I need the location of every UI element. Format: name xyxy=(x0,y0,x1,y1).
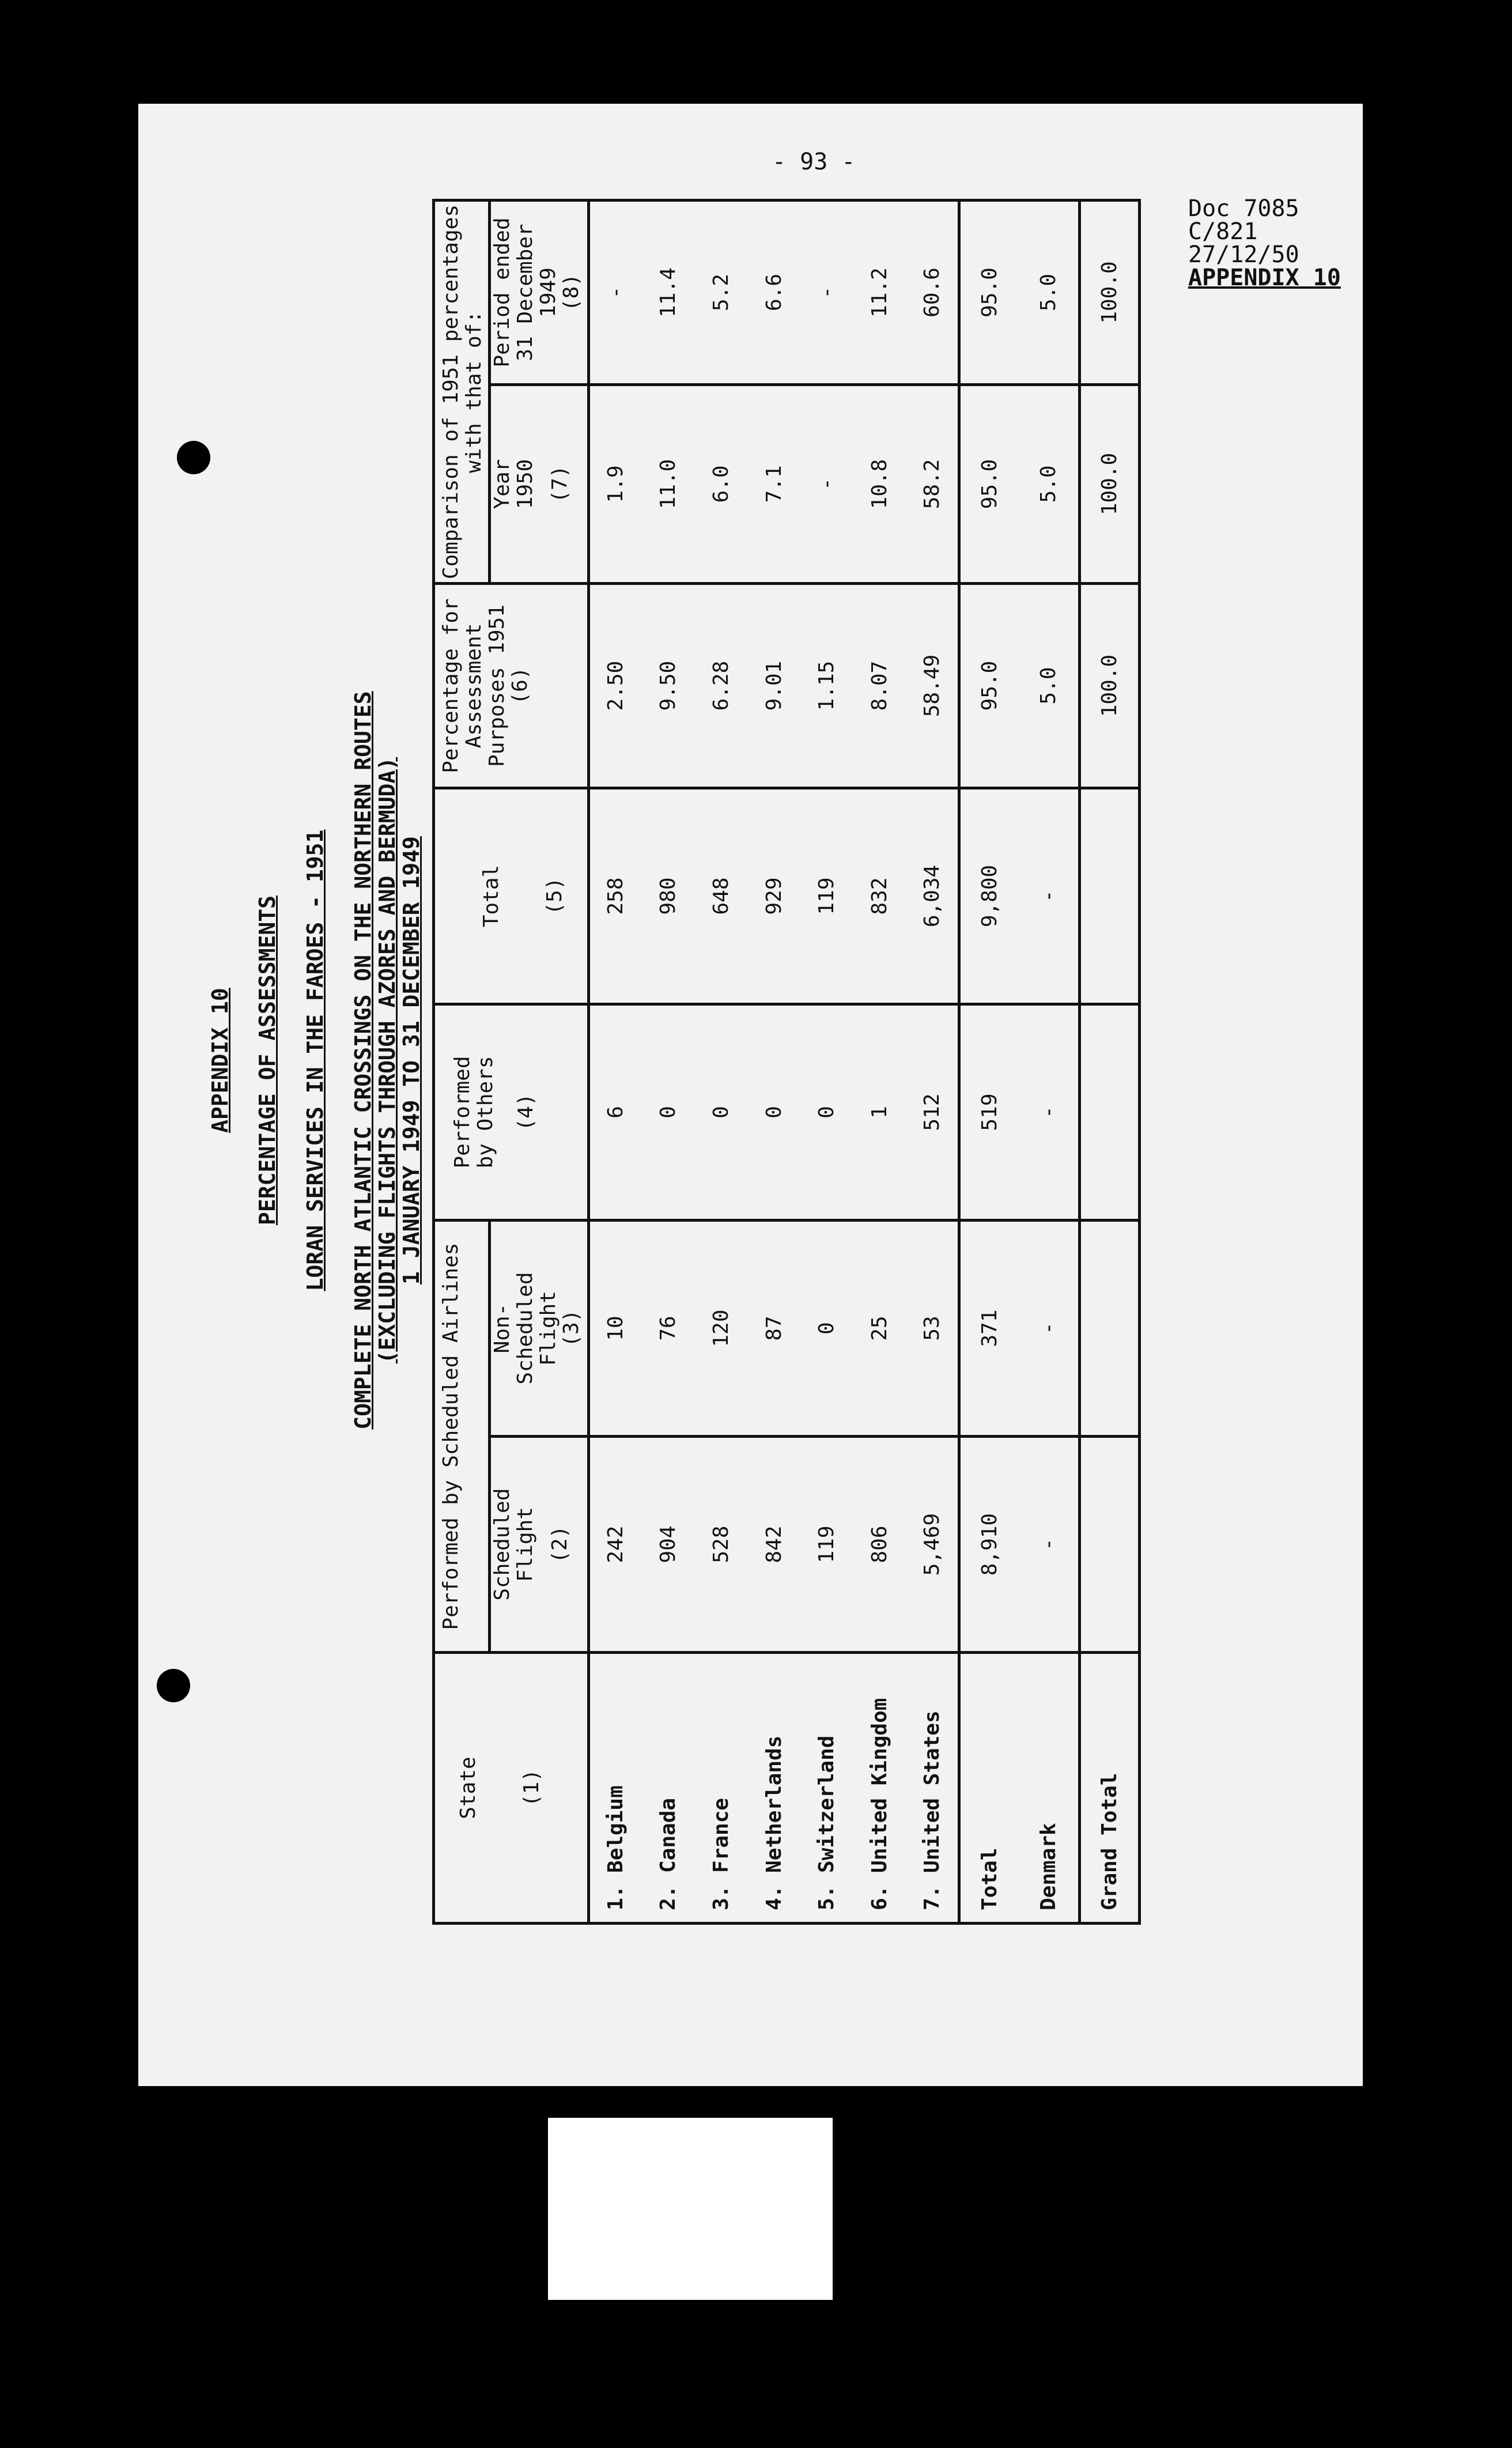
value-cell-c2: 842 xyxy=(747,1437,800,1653)
header-total xyxy=(434,788,589,1004)
value-cell-c3: - xyxy=(1019,1220,1079,1436)
value-cell-c4: 1 xyxy=(853,1004,906,1220)
state-rows xyxy=(589,200,1140,1923)
value-cell-c5: 258 xyxy=(589,788,642,1004)
header-scheduled-label: Scheduled Flight xyxy=(490,1488,538,1601)
value-cell-c3: 25 xyxy=(853,1220,906,1436)
value-cell-c7: 5.0 xyxy=(1019,384,1079,583)
header-state-label: State xyxy=(456,1756,480,1819)
value-cell-c3: 10 xyxy=(589,1220,642,1436)
header-non-scheduled-num: (3) xyxy=(560,1309,584,1347)
header-others-label: Performed by Others xyxy=(451,1056,497,1169)
grand-total-row xyxy=(1079,200,1139,1923)
table-row xyxy=(800,200,853,1923)
state-name-cell: Grand Total xyxy=(1079,1653,1139,1924)
header-performed-by-airlines: Performed by Scheduled Airlines xyxy=(434,1220,490,1652)
value-cell-c2: 528 xyxy=(694,1437,747,1653)
header-state xyxy=(434,1653,589,1924)
title-line-2: (EXCLUDING FLIGHTS THROUGH AZORES AND BERMUDA) xyxy=(375,757,400,1364)
subheading: LORAN SERVICES IN THE FAROES - 1951 xyxy=(303,829,328,1291)
value-cell-c8: 95.0 xyxy=(959,200,1019,384)
value-cell-c2: 119 xyxy=(800,1437,853,1653)
header-year-1950-label: Year 1950 xyxy=(490,459,538,509)
state-name-cell: 3. France xyxy=(694,1653,747,1924)
title-line-3: 1 JANUARY 1949 TO 31 DECEMBER 1949 xyxy=(399,836,424,1285)
value-cell-c7: 1.9 xyxy=(589,384,642,583)
header-scheduled-num: (2) xyxy=(548,1525,572,1563)
header-percentage-label: Percentage for Assessment Purposes 1951 xyxy=(439,598,509,773)
state-name-cell: 4. Netherlands xyxy=(747,1653,800,1924)
value-cell-c8: 5.0 xyxy=(1019,200,1079,384)
value-cell-c8: 11.4 xyxy=(642,200,695,384)
header-state-num: (1) xyxy=(520,1769,543,1807)
state-name-cell: 6. United Kingdom xyxy=(853,1653,906,1924)
header-period-1949 xyxy=(490,200,589,384)
state-name-cell: 7. United States xyxy=(906,1653,959,1924)
assessment-table xyxy=(432,199,1141,1925)
blank-label-card xyxy=(548,2118,833,2300)
value-cell-c7: 7.1 xyxy=(747,384,800,583)
value-cell-c3: 371 xyxy=(959,1220,1019,1436)
header-others-num: (4) xyxy=(514,1093,538,1131)
punch-hole xyxy=(157,1669,190,1702)
value-cell-c5: 648 xyxy=(694,788,747,1004)
denmark-row xyxy=(1019,200,1079,1923)
value-cell-c7: 95.0 xyxy=(959,384,1019,583)
table-row xyxy=(747,200,800,1923)
value-cell-c5: 6,034 xyxy=(906,788,959,1004)
value-cell-c3: 120 xyxy=(694,1220,747,1436)
title-line-1: COMPLETE NORTH ATLANTIC CROSSINGS ON THE NORTHERN ROUTES xyxy=(350,691,376,1430)
value-cell-c8: 5.2 xyxy=(694,200,747,384)
value-cell-c2: 242 xyxy=(589,1437,642,1653)
doc-number: Doc 7085 xyxy=(1188,195,1299,222)
value-cell-c6: 9.01 xyxy=(747,583,800,788)
header-percentage-num: (6) xyxy=(508,667,532,705)
value-cell-c5: 9,800 xyxy=(959,788,1019,1004)
header-scheduled xyxy=(490,1437,589,1653)
value-cell-c2: 5,469 xyxy=(906,1437,959,1653)
value-cell-c4: 0 xyxy=(800,1004,853,1220)
value-cell-c3: 0 xyxy=(800,1220,853,1436)
table-row xyxy=(589,200,642,1923)
value-cell-c8: 60.6 xyxy=(906,200,959,384)
value-cell-c7: - xyxy=(800,384,853,583)
value-cell-c8: - xyxy=(800,200,853,384)
value-cell-c7: 10.8 xyxy=(853,384,906,583)
value-cell-c2: 904 xyxy=(642,1437,695,1653)
value-cell-c3: 87 xyxy=(747,1220,800,1436)
value-cell-c7: 6.0 xyxy=(694,384,747,583)
value-cell-c6: 100.0 xyxy=(1079,583,1139,788)
header-others xyxy=(434,1004,589,1220)
value-cell-c6: 95.0 xyxy=(959,583,1019,788)
title-block xyxy=(202,196,432,1925)
value-cell-c4: 519 xyxy=(959,1004,1019,1220)
state-name-cell: Denmark xyxy=(1019,1653,1079,1924)
state-name-cell: Total xyxy=(959,1653,1019,1924)
header-period-1949-num: (8) xyxy=(560,273,584,311)
header-year-1950-num: (7) xyxy=(548,465,572,503)
value-cell-c5 xyxy=(1079,788,1139,1004)
document-reference xyxy=(1188,197,1341,289)
header-year-1950 xyxy=(490,384,589,583)
value-cell-c2 xyxy=(1079,1437,1139,1653)
value-cell-c7: 11.0 xyxy=(642,384,695,583)
value-cell-c5: - xyxy=(1019,788,1079,1004)
value-cell-c2: 806 xyxy=(853,1437,906,1653)
doc-date: 27/12/50 xyxy=(1188,241,1299,268)
value-cell-c5: 119 xyxy=(800,788,853,1004)
header-non-scheduled-label: Non-Scheduled Flight xyxy=(490,1272,561,1385)
state-name-cell: 1. Belgium xyxy=(589,1653,642,1924)
value-cell-c8: 100.0 xyxy=(1079,200,1139,384)
value-cell-c4: 512 xyxy=(906,1004,959,1220)
value-cell-c7: 100.0 xyxy=(1079,384,1139,583)
value-cell-c5: 929 xyxy=(747,788,800,1004)
table-row xyxy=(694,200,747,1923)
value-cell-c4: - xyxy=(1019,1004,1079,1220)
value-cell-c3: 53 xyxy=(906,1220,959,1436)
header-total-num: (5) xyxy=(543,877,566,915)
value-cell-c4: 0 xyxy=(642,1004,695,1220)
heading: PERCENTAGE OF ASSESSMENTS xyxy=(255,896,280,1225)
header-total-label: Total xyxy=(479,864,503,928)
value-cell-c3: 76 xyxy=(642,1220,695,1436)
doc-appendix: APPENDIX 10 xyxy=(1188,265,1341,291)
value-cell-c4 xyxy=(1079,1004,1139,1220)
value-cell-c6: 9.50 xyxy=(642,583,695,788)
value-cell-c5: 832 xyxy=(853,788,906,1004)
value-cell-c2: - xyxy=(1019,1437,1079,1653)
header-comparison: Comparison of 1951 percentages with that of: xyxy=(434,200,490,583)
value-cell-c5: 980 xyxy=(642,788,695,1004)
value-cell-c8: 11.2 xyxy=(853,200,906,384)
value-cell-c7: 58.2 xyxy=(906,384,959,583)
value-cell-c2: 8,910 xyxy=(959,1437,1019,1653)
value-cell-c4: 0 xyxy=(694,1004,747,1220)
header-non-scheduled xyxy=(490,1220,589,1436)
value-cell-c8: - xyxy=(589,200,642,384)
value-cell-c4: 0 xyxy=(747,1004,800,1220)
appendix-title: APPENDIX 10 xyxy=(207,988,233,1133)
value-cell-c8: 6.6 xyxy=(747,200,800,384)
table-row xyxy=(906,200,959,1923)
value-cell-c6: 2.50 xyxy=(589,583,642,788)
value-cell-c6: 5.0 xyxy=(1019,583,1079,788)
state-name-cell: 2. Canada xyxy=(642,1653,695,1924)
value-cell-c3 xyxy=(1079,1220,1139,1436)
doc-code: C/821 xyxy=(1188,218,1258,245)
table-row xyxy=(642,200,695,1923)
state-name-cell: 5. Switzerland xyxy=(800,1653,853,1924)
value-cell-c6: 1.15 xyxy=(800,583,853,788)
total-row xyxy=(959,200,1019,1923)
value-cell-c4: 6 xyxy=(589,1004,642,1220)
header-period-1949-label: Period ended 31 December 1949 xyxy=(490,217,561,368)
table-row xyxy=(853,200,906,1923)
rotated-content xyxy=(202,196,1121,1925)
value-cell-c6: 8.07 xyxy=(853,583,906,788)
value-cell-c6: 6.28 xyxy=(694,583,747,788)
value-cell-c6: 58.49 xyxy=(906,583,959,788)
page-number: - 93 - xyxy=(772,149,856,175)
header-percentage xyxy=(434,583,589,788)
